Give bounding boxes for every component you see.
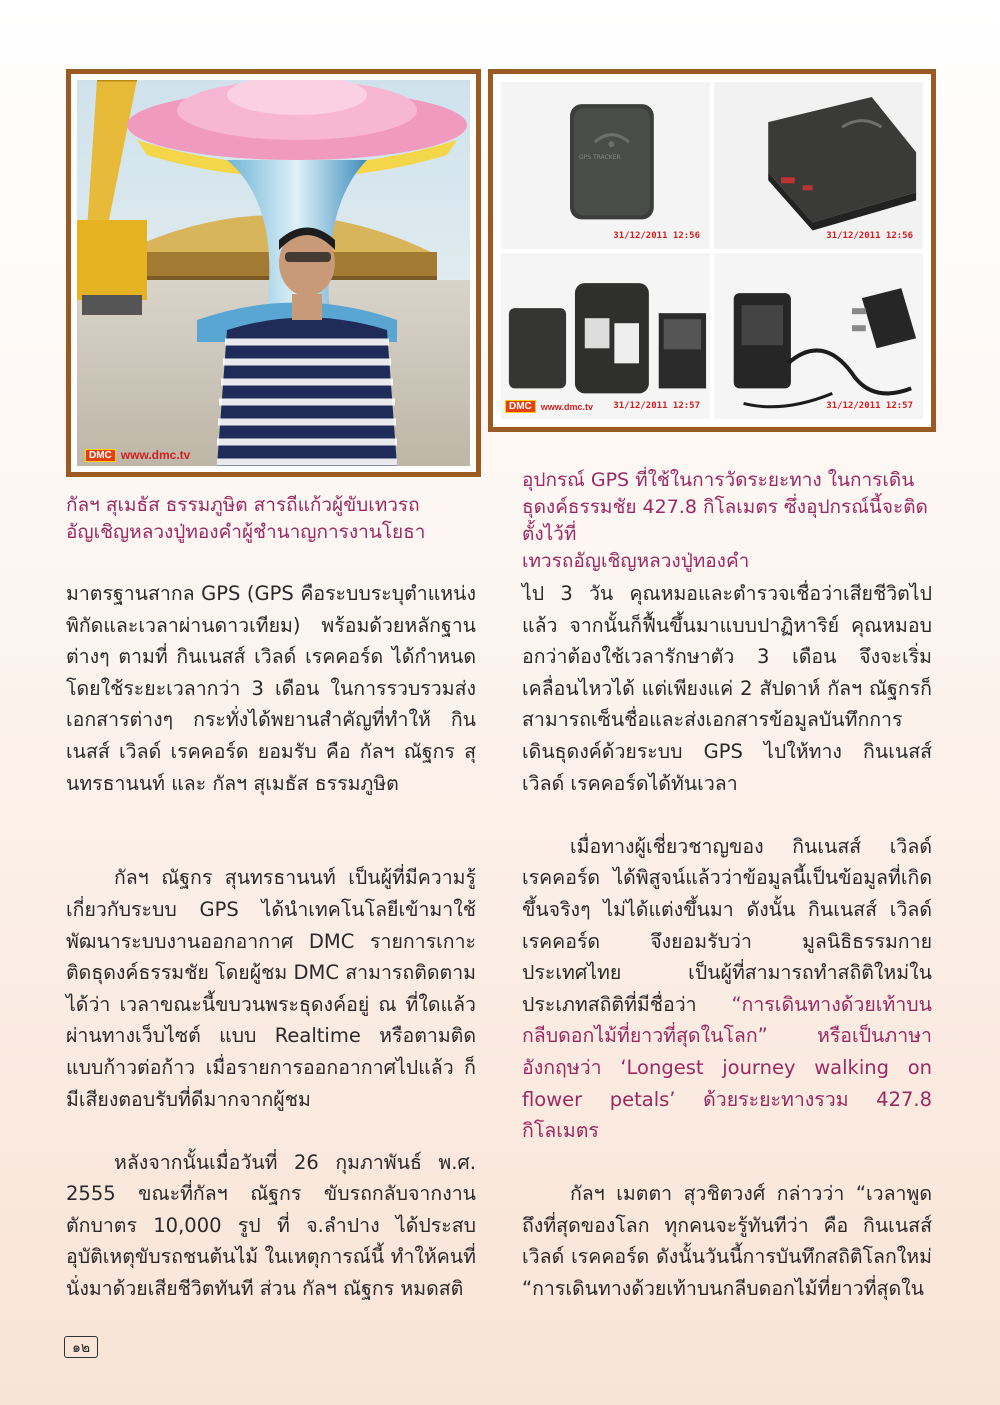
paragraph: กัลฯ ณัฐกร สุนทรธานนท์ เป็นผู้ที่มีความรู้เกี่ยวกับระบบ GPS ได้นำเทคโนโลยีเข้ามาใช้พัฒนาระบบงานออกอากาศ DMC รายการเกาะติดธุดงค์ธรรมชัย โดยผู้ชม DMC สามารถติดตามได้ว่า เวลาขณะนี้ขบวนพระธุดงค์อยู่ ณ ที่ใดแล้วผ่านทางเว็บไซต์ แบบ Realtime หรือตามติดแบบก้าวต่อก้าว เมื่อรายการออกอากาศไปแล้ว ก็มีเสียงตอบรับที่ดีมากจากผู้ชม: [66, 866, 476, 1111]
watermark-dmc-right: [505, 400, 593, 413]
watermark-dmc: [85, 448, 190, 462]
paragraph: มาตรฐานสากล GPS (GPS คือระบบระบุตำแหน่งพิกัดและเวลาผ่านดาวเทียม) พร้อมด้วยหลักฐานต่างๆ ตามที่ กินเนสส์ เวิลด์ เรคคอร์ด ได้กำหนดโดยใช้ระยะเวลากว่า 3 เดือน ในการรวบรวมส่งเอกสารต่างๆ กระทั่งได้พยานสำคัญที่ทำให้ กินเนสส์ เวิลด์ เรคคอร์ด ยอมรับ คือ กัลฯ ณัฐกร สุนทรธานนท์ และ กัลฯ สุเมธัส ธรรมภูษิต: [66, 582, 476, 795]
photo-left-frame: [66, 69, 481, 477]
right-column: [522, 578, 932, 1305]
photo-left-caption: [66, 492, 486, 546]
caption-line: อุปกรณ์ GPS ที่ใช้ในการวัดระยะทาง ในการเดิน: [522, 469, 915, 491]
paragraph-with-highlight: [522, 831, 932, 1147]
timestamp-4: 31/12/2011 12:57: [826, 401, 913, 411]
gps-side-panel: [714, 82, 923, 249]
device-label: GPS TRACKER: [579, 154, 621, 161]
caption-line: เทวรถอัญเชิญหลวงปู่ทองคำ: [522, 550, 750, 572]
photo-left: [71, 74, 476, 472]
timestamp-1: 31/12/2011 12:56: [613, 230, 700, 241]
timestamp-2: 31/12/2011 12:56: [826, 230, 913, 241]
paragraph: หลังจากนั้นเมื่อวันที่ 26 กุมภาพันธ์ พ.ศ. 2555 ขณะที่กัลฯ ณัฐกร ขับรถกลับจากงานตักบาตร 10,000 รูป ที่ จ.ลำปาง ได้ประสบอุบัติเหตุขับรถชนต้นไม้ ในเหตุการณ์นี้ ทำให้คนที่นั่งมาด้วยเสียชีวิตทันที ส่วน กัลฯ ณัฐกร หมดสติ: [66, 1150, 476, 1301]
watermark-url-right: www.dmc.tv: [540, 401, 593, 412]
caption-line: ธุดงค์ธรรมชัย 427.8 กิโลเมตร ซึ่งอุปกรณ์นี้จะติดตั้งไว้ที่: [522, 496, 928, 545]
watermark-url: www.dmc.tv: [120, 448, 191, 462]
caption-line: อัญเชิญหลวงปู่ทองคำผู้ชำนาญการงานโยธา: [66, 521, 426, 543]
photo-right-frame: [488, 69, 936, 432]
paragraph-text: เมื่อทางผู้เชี่ยวชาญของ กินเนสส์ เวิลด์ เรคคอร์ด ได้พิสูจน์แล้วว่าข้อมูลนี้เป็นข้อมูลที่เกิดขึ้นจริงๆ ไม่ได้แต่งขึ้นมา ดังนั้น กินเนสส์ เวิลด์ เรคคอร์ด จึงยอมรับว่า มูลนิธิธรรมกาย ประเทศไทย เป็นผู้ที่สามารถทำสถิติใหม่ในประเภทสถิติที่มีชื่อว่า: [522, 834, 932, 1016]
paragraph: กัลฯ เมตตา สุวชิตวงศ์ กล่าวว่า “เวลาพูดถึงที่สุดของโลก ทุกคนจะรู้ทันทีว่า คือ กินเนสส์ เวิลด์ เรคคอร์ด ดังนั้นวันนี้การบันทึกสถิติโลกใหม่ “การเดินทางด้วยเท้าบนกลีบดอกไม้ที่ยาวที่สุดใน: [522, 1182, 932, 1301]
caption-line: กัลฯ สุเมธัส ธรรมภูษิต สารถีแก้วผู้ขับเทวรถ: [66, 494, 420, 516]
left-column: [66, 578, 476, 1305]
timestamp-3: 31/12/2011 12:57: [613, 401, 700, 411]
dmc-logo-right: DMC: [505, 400, 536, 413]
dmc-logo: DMC: [85, 449, 116, 462]
photo-right: [493, 74, 931, 427]
man-at-lotus-statue-image: [77, 80, 470, 466]
gps-front-panel: [501, 82, 710, 249]
record-title-highlight: “การเดินทางด้วยเท้าบนกลีบดอกไม้ที่ยาวที่สุดในโลก” หรือเป็นภาษาอังกฤษว่า ‘Longest journey walking on flower petals’ ด้วยระยะทางรวม 427.8 กิโลเมตร: [522, 992, 932, 1143]
photo-right-caption: [522, 467, 942, 575]
gps-opened-panel: [501, 253, 710, 420]
paragraph: ไป 3 วัน คุณหมอและตำรวจเชื่อว่าเสียชีวิตไปแล้ว จากนั้นก็ฟื้นขึ้นมาแบบปาฏิหาริย์ คุณหมอบอกว่าต้องใช้เวลารักษาตัว 3 เดือน จึงจะเริ่มเคลื่อนไหวได้ แต่เพียงแค่ 2 สัปดาห์ กัลฯ ณัฐกรก็สามารถเซ็นชื่อและส่งเอกสารข้อมูลบันทึกการเดินธุดงค์ด้วยระบบ GPS ไปให้ทาง กินเนสส์ เวิลด์ เรคคอร์ดได้ทันเวลา: [522, 582, 932, 795]
gps-charger-panel: [714, 253, 923, 420]
page-number: ๑๒: [64, 1336, 98, 1358]
